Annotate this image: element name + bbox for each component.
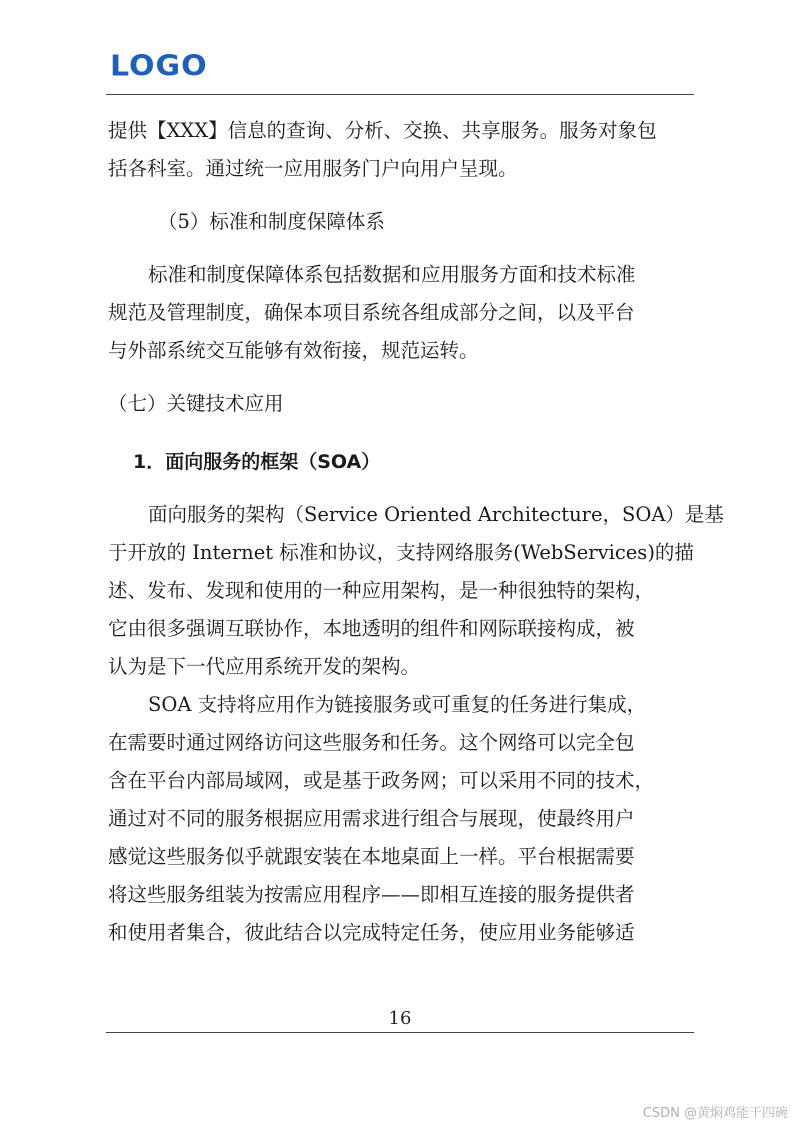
- subheading-standards: [108, 203, 696, 241]
- paragraph-soa-support: [108, 686, 696, 952]
- paragraph-soa-definition: [108, 496, 724, 686]
- text-line: 1．面向服务的框架（SOA）: [133, 451, 381, 473]
- page-number: 16: [388, 1008, 412, 1029]
- text-line: （5）标准和制度保障体系: [158, 210, 385, 233]
- text-line: 通过对不同的服务根据应用需求进行组合与展现，使最终用户: [108, 807, 635, 830]
- paragraph-continuation: [108, 112, 696, 188]
- text-line: 它由很多强调互联协作，本地透明的组件和网际联接构成，被: [108, 617, 635, 640]
- text-line: 括各科室。通过统一应用服务门户向用户呈现。: [108, 157, 518, 180]
- text-line: 含在平台内部局域网，或是基于政务网；可以采用不同的技术，: [108, 769, 655, 792]
- text-line: 感觉这些服务似乎就跟安装在本地桌面上一样。平台根据需要: [108, 845, 635, 868]
- text-line: 面向服务的架构（Service Oriented Architecture，SOA）是基: [148, 503, 724, 526]
- header-divider: [106, 94, 694, 95]
- text-line: 标准和制度保障体系包括数据和应用服务方面和技术标准: [148, 263, 636, 286]
- footer-divider: [106, 1032, 694, 1033]
- paragraph-standards: [108, 256, 696, 370]
- text-line: 提供【XXX】信息的查询、分析、交换、共享服务。服务对象包: [108, 119, 657, 142]
- watermark: CSDN @黄焖鸡能干四碗: [642, 1106, 788, 1121]
- heading-soa: [108, 443, 696, 481]
- section-heading-key-tech: [108, 385, 696, 423]
- text-line: 将这些服务组装为按需应用程序——即相互连接的服务提供者: [108, 883, 635, 906]
- logo: LOGO: [110, 49, 208, 84]
- text-line: 规范及管理制度，确保本项目系统各组成部分之间，以及平台: [108, 301, 635, 324]
- text-line: 在需要时通过网络访问这些服务和任务。这个网络可以完全包: [108, 731, 635, 754]
- text-line: 于开放的 Internet 标准和协议，支持网络服务(WebServices)的描: [108, 541, 694, 564]
- text-line: 述、发布、发现和使用的一种应用架构，是一种很独特的架构，: [108, 579, 655, 602]
- document-body: [108, 112, 724, 952]
- text-line: SOA 支持将应用作为链接服务或可重复的任务进行集成，: [148, 693, 647, 716]
- text-line: 与外部系统交互能够有效衔接，规范运转。: [108, 339, 479, 362]
- text-line: （七）关键技术应用: [108, 392, 284, 415]
- text-line: 认为是下一代应用系统开发的架构。: [108, 655, 421, 678]
- text-line: 和使用者集合，彼此结合以完成特定任务，使应用业务能够适: [108, 921, 635, 944]
